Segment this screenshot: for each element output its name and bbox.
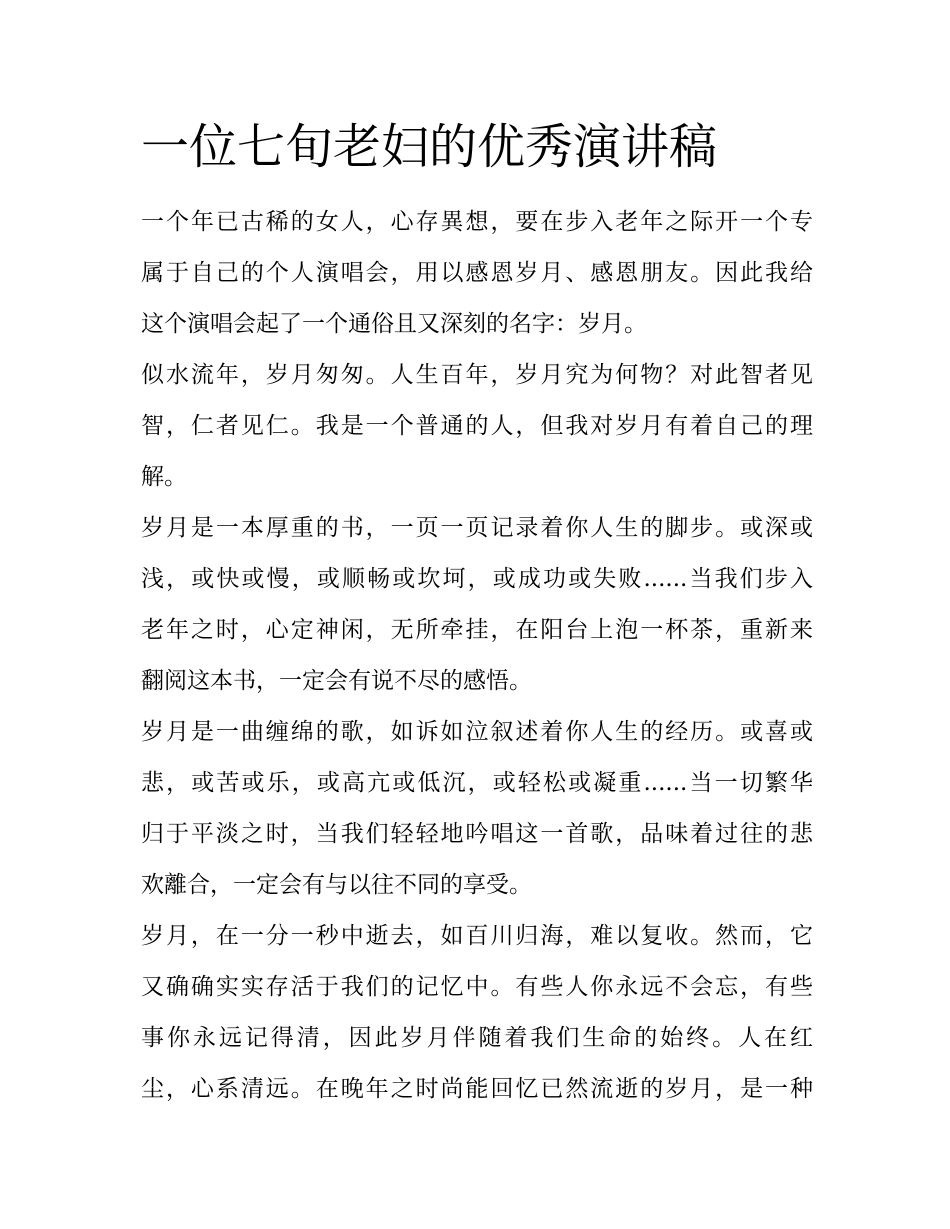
paragraph — [141, 707, 813, 911]
text-line: 一个年已古稀的女人，心存異想，要在步入老年之际开一个专 — [141, 209, 813, 235]
text-line: 岁月是一曲缠绵的歌，如诉如泣叙述着你人生的经历。或喜或 — [141, 719, 813, 745]
text-line: 岁月，在一分一秒中逝去，如百川归海，难以复收。然而，它 — [141, 923, 813, 949]
text-line: 属于自己的个人演唱会，用以感恩岁月、感恩朋友。因此我给 — [141, 260, 813, 286]
text-line: 翻阅这本书，一定会有说不尽的感悟。 — [141, 668, 532, 694]
text-line: 悲，或苦或乐，或高亢或低沉，或轻松或凝重......当一切繁华 — [141, 770, 813, 796]
paragraph — [141, 503, 813, 707]
paragraph — [141, 911, 813, 1115]
paragraph — [141, 350, 813, 503]
text-line: 尘，心系清远。在晚年之时尚能回忆已然流逝的岁月，是一种 — [141, 1076, 813, 1102]
text-line: 老年之时，心定神闲，无所牵挂，在阳台上泡一杯茶，重新来 — [141, 617, 813, 643]
paragraph — [141, 197, 813, 350]
text-line: 浅，或快或慢，或顺畅或坎坷，或成功或失败......当我们步入 — [141, 566, 813, 592]
text-line: 欢離合，一定会有与以往不同的享受。 — [141, 872, 532, 898]
text-line: 岁月是一本厚重的书，一页一页记录着你人生的脚步。或深或 — [141, 515, 813, 541]
text-line: 智，仁者见仁。我是一个普通的人，但我对岁月有着自己的理 — [141, 413, 813, 439]
text-line: 解。 — [141, 464, 187, 490]
text-line: 似水流年，岁月匆匆。人生百年，岁月究为何物？对此智者见 — [141, 362, 813, 388]
text-line: 这个演唱会起了一个通俗且又深刻的名字：岁月。 — [141, 311, 647, 337]
text-line: 归于平淡之时，当我们轻轻地吟唱这一首歌，品味着过往的悲 — [141, 821, 813, 847]
document-title: 一位七旬老妇的优秀演讲稿 — [141, 119, 718, 175]
document-body — [141, 197, 813, 1115]
text-line: 又确确实实存活于我们的记忆中。有些人你永远不会忘，有些 — [141, 974, 813, 1000]
text-line: 事你永远记得清，因此岁月伴随着我们生命的始终。人在红 — [141, 1025, 813, 1051]
